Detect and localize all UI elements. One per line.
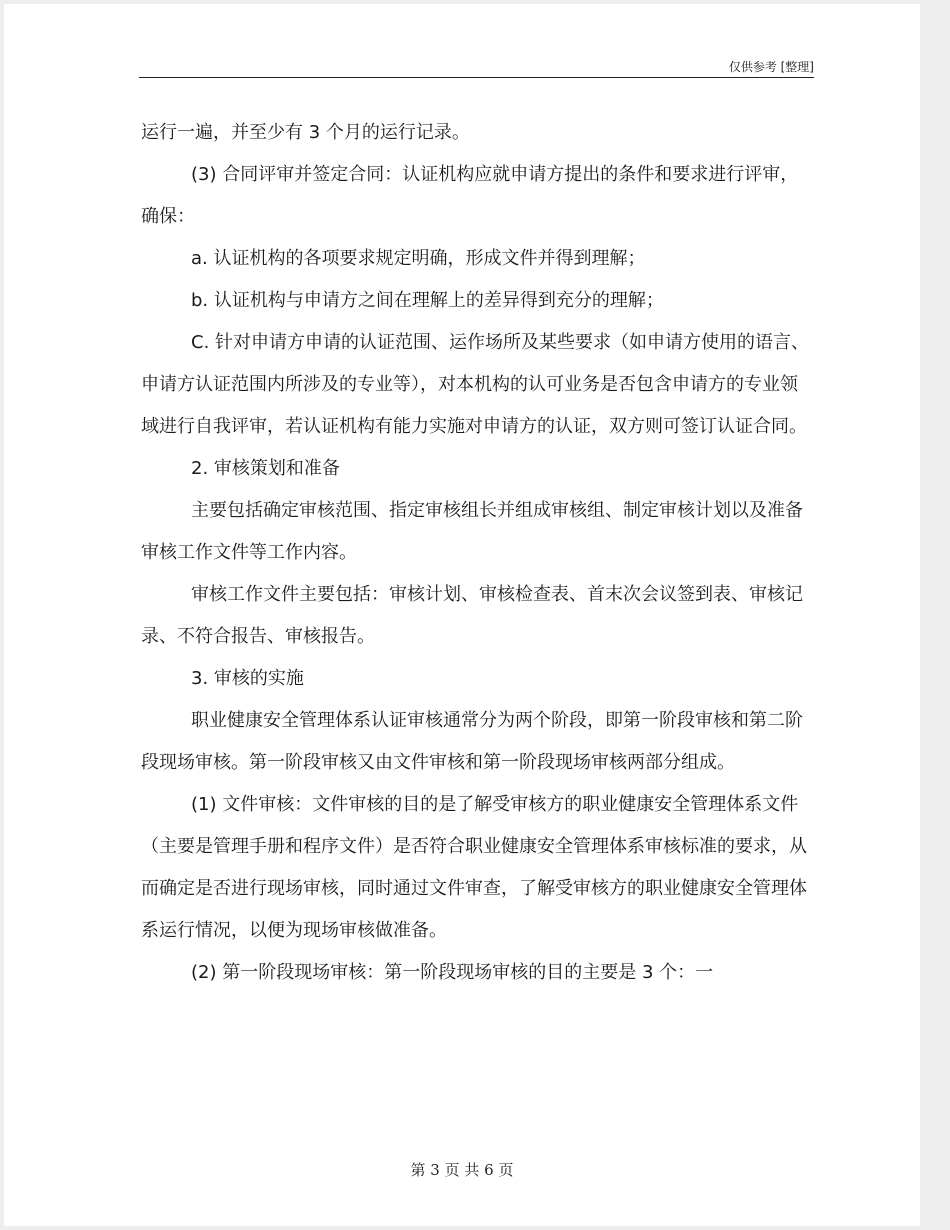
- list-item: a. 认证机构的各项要求规定明确，形成文件并得到理解；: [191, 248, 646, 269]
- paragraph: (3) 合同评审并签定合同：认证机构应就申请方提出的条件和要求进行评审，确保：: [141, 164, 799, 227]
- section-heading: 3. 审核的实施: [191, 668, 304, 689]
- paragraph: 审核工作文件主要包括：审核计划、审核检查表、首末次会议签到表、审核记录、不符合报告、审核报告。: [141, 584, 803, 647]
- paragraph: (2) 第一阶段现场审核：第一阶段现场审核的目的主要是 3 个：一: [191, 962, 714, 983]
- header-rule: [139, 77, 814, 78]
- paragraph: 职业健康安全管理体系认证审核通常分为两个阶段，即第一阶段审核和第二阶段现场审核。第一阶段审核又由文件审核和第一阶段现场审核两部分组成。: [141, 710, 803, 773]
- list-item: b. 认证机构与申请方之间在理解上的差异得到充分的理解；: [191, 290, 664, 311]
- document-page: [4, 4, 920, 1226]
- section-heading: 2. 审核策划和准备: [191, 458, 340, 479]
- page-number-footer: 第 3 页 共 6 页: [410, 1161, 514, 1179]
- paragraph: (1) 文件审核：文件审核的目的是了解受审核方的职业健康安全管理体系文件（主要是管理手册和程序文件）是否符合职业健康安全管理体系审核标准的要求，从而确定是否进行现场审核，同时通过文件审查，了解受审核方的职业健康安全管理体系运行情况，以便为现场审核做准备。: [141, 794, 807, 941]
- paragraph: 运行一遍，并至少有 3 个月的运行记录。: [141, 122, 470, 143]
- document-body: [141, 112, 811, 994]
- paragraph: 主要包括确定审核范围、指定审核组长并组成审核组、制定审核计划以及准备审核工作文件等工作内容。: [141, 500, 803, 563]
- list-item: C. 针对申请方申请的认证范围、运作场所及某些要求（如申请方使用的语言、申请方认证范围内所涉及的专业等），对本机构的认可业务是否包含申请方的专业领域进行自我评审，若认证机构有能力实施对申请方的认证，双方则可签订认证合同。: [141, 332, 810, 437]
- page-header-note: 仅供参考 [整理]: [728, 60, 814, 74]
